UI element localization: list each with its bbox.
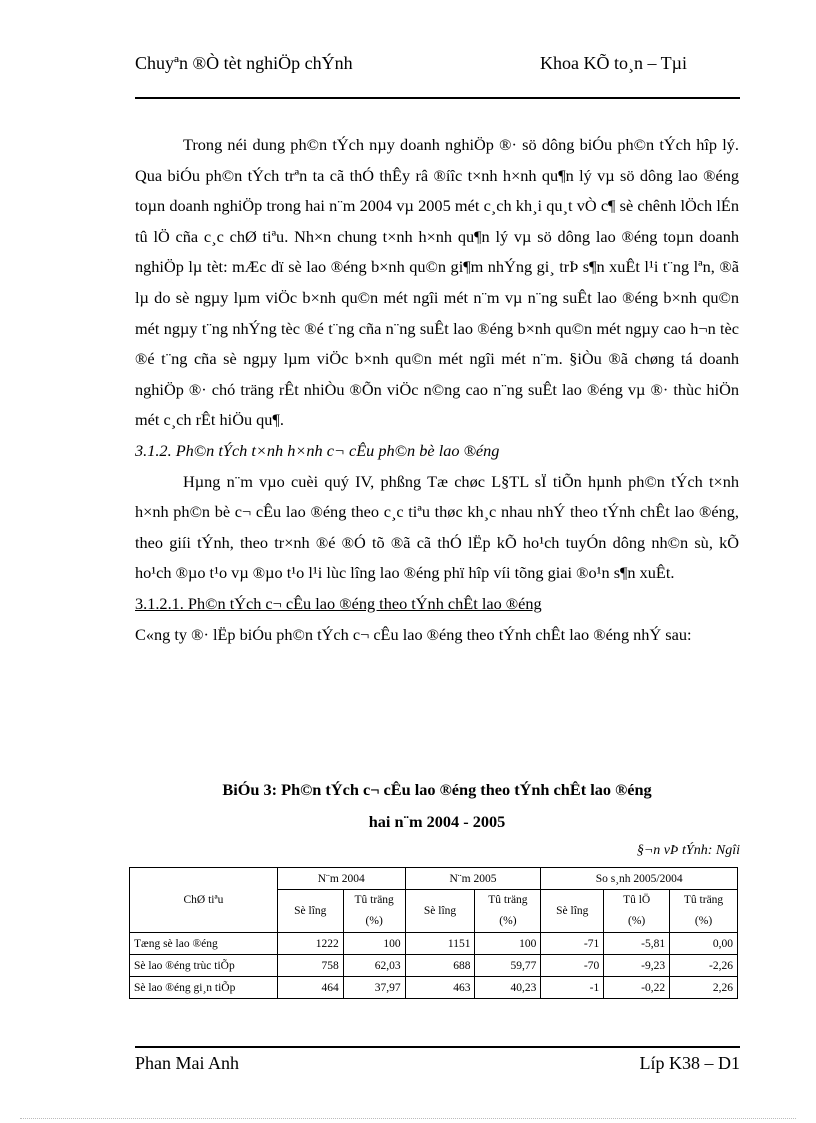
header-indicator: ChØ tiªu	[130, 868, 278, 933]
table-row	[130, 977, 738, 999]
page-bottom-dotted-line	[20, 1118, 796, 1119]
unit-label: §¬n vÞ tÝnh: Ngîi	[636, 843, 740, 858]
subheader-qty-2004: Sè lîng	[277, 890, 343, 933]
header-left-text: Chuyªn ®Ò tèt nghiÖp chÝnh	[135, 53, 353, 73]
cell-qty-2005: 1151	[405, 933, 475, 955]
header-rule	[135, 97, 740, 99]
cell-rate-diff: -9,23	[604, 955, 670, 977]
cell-rate-diff: -0,22	[604, 977, 670, 999]
paragraph-1: Trong néi dung ph©n tÝch nµy doanh nghiÖp ®· sö dông biÓu ph©n tÝch hîp lý. Qua biÓu ph©n tÝch trªn ta cã thÓ thÊy râ ®íîc t×nh h×nh qu¶n lý vµ sö dông lao ®éng toµn doanh nghiÖp trong hai n¨m 2004 vµ 2005 mét c¸ch kh¸i qu¸t vÒ c¶ sè chênh lÖch lÉn tû lÖ cña c¸c chØ tiªu. Nh×n chung t×nh h×nh qu¶n lý vµ sö dông lao ®éng toµn doanh nghiÖp lµ tèt: mÆc dï sè lao ®éng b×nh qu©n gi¶m nhÝng gi¸ trÞ s¶n xuÊt l¹i t¨ng lªn, ®ã lµ do sè ngµy lµm viÖc b×nh qu©n mét ngîi mét n¨m vµ n¨ng suÊt lao ®éng b×nh qu©n mét ngµy t¨ng nhÝng tèc ®é t¨ng cña n¨ng suÊt lao ®éng b×nh qu©n mét ngµy cao h¬n tèc ®é t¨ng cña sè ngµy lµm viÖc b×nh qu©n mét ngîi mét n¨m. §iÒu ®ã chøng tá doanh nghiÖp ®· chó träng rÊt nhiÒu ®Õn viÖc n©ng cao n¨ng suÊt lao ®éng vµ ®· thùc hiÖn mét c¸ch rÊt hiÖu qu¶.	[135, 135, 739, 430]
subheader-rate-diff: Tû lÖ (%)	[604, 890, 670, 933]
footer-rule	[135, 1046, 740, 1048]
cell-qty-2004: 1222	[277, 933, 343, 955]
row-label: Sè lao ®éng gi¸n tiÕp	[130, 977, 278, 999]
subheader-qty-2005: Sè lîng	[405, 890, 475, 933]
cell-ratio-2004: 37,97	[343, 977, 405, 999]
paragraph-3: C«ng ty ®· lËp biÓu ph©n tÝch c¬ cÊu lao ®éng theo tÝnh chÊt lao ®éng nhÝ sau:	[135, 624, 692, 644]
row-label: Sè lao ®éng trùc tiÕp	[130, 955, 278, 977]
subheader-ratio-2004: Tû träng (%)	[343, 890, 405, 933]
cell-qty-2004: 758	[277, 955, 343, 977]
section-heading-3-1-2-1: 3.1.2.1. Ph©n tÝch c¬ cÊu lao ®éng theo tÝnh chÊt lao ®éng	[135, 593, 542, 613]
header-year-2005: N¨m 2005	[405, 868, 541, 890]
cell-ratio-2005: 40,23	[475, 977, 541, 999]
subheader-qty-diff: Sè lîng	[541, 890, 604, 933]
cell-ratio-diff: -2,26	[670, 955, 738, 977]
table-row	[130, 955, 738, 977]
subheader-ratio-2005: Tû träng (%)	[475, 890, 541, 933]
cell-qty-diff: -1	[541, 977, 604, 999]
table-row	[130, 933, 738, 955]
footer-class: Líp K38 – D1	[639, 1053, 740, 1073]
cell-ratio-diff: 0,00	[670, 933, 738, 955]
cell-ratio-2004: 100	[343, 933, 405, 955]
section-heading-3-1-2: 3.1.2. Ph©n tÝch t×nh h×nh c¬ cÊu ph©n bè lao ®éng	[135, 440, 500, 460]
paragraph-2: Hµng n¨m vµo cuèi quý IV, phßng Tæ chøc L§TL sÏ tiÕn hµnh ph©n tÝch t×nh h×nh ph©n bè c¬ cÊu lao ®éng theo c¸c tiªu thøc kh¸c nhau nhÝ theo tÝnh chÊt lao ®éng, theo giíi tÝnh, theo tr×nh ®é ®Ó tõ ®ã cã thÓ lËp kÕ ho¹ch tuyÓn dông nh©n sù, kÕ ho¹ch ®µo t¹o vµ ®µo t¹o l¹i lùc lîng lao ®éng phï hîp víi tõng giai ®o¹n s¶n xuÊt.	[135, 471, 739, 583]
table-title: BiÓu 3: Ph©n tÝch c¬ cÊu lao ®éng theo tÝnh chÊt lao ®éng	[222, 780, 652, 799]
cell-qty-2004: 464	[277, 977, 343, 999]
footer-author: Phan Mai Anh	[135, 1053, 240, 1073]
labor-structure-table	[129, 867, 738, 999]
cell-qty-diff: -71	[541, 933, 604, 955]
header-year-2004: N¨m 2004	[277, 868, 405, 890]
cell-rate-diff: -5,81	[604, 933, 670, 955]
row-label: Tæng sè lao ®éng	[130, 933, 278, 955]
cell-qty-diff: -70	[541, 955, 604, 977]
cell-ratio-2004: 62,03	[343, 955, 405, 977]
table-subtitle: hai n¨m 2004 - 2005	[368, 812, 506, 831]
header-compare: So s¸nh 2005/2004	[541, 868, 738, 890]
cell-ratio-diff: 2,26	[670, 977, 738, 999]
header-right-text: Khoa KÕ to¸n – Tµi	[540, 53, 688, 73]
cell-ratio-2005: 100	[475, 933, 541, 955]
cell-ratio-2005: 59,77	[475, 955, 541, 977]
cell-qty-2005: 688	[405, 955, 475, 977]
subheader-ratio-diff: Tû träng (%)	[670, 890, 738, 933]
body-text	[135, 130, 739, 650]
cell-qty-2005: 463	[405, 977, 475, 999]
